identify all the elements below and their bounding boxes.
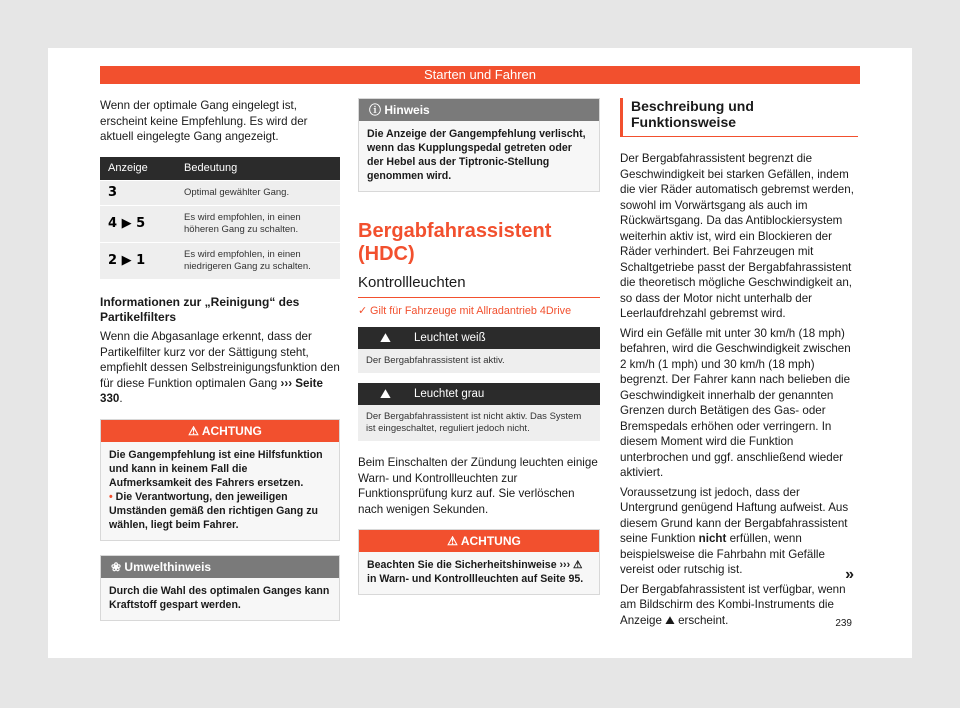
applies-note: ✓ Gilt für Fahrzeuge mit Allradantrieb 4Drive [358,305,572,317]
bullet-icon: • [109,490,113,503]
hdc-icon: ⛰ [380,386,391,401]
ignition-text: Beim Einschalten der Zündung leuchten einige Warn- und Kontrollleuchten zur Funktionsprüfung kurz auf. Sie verlöschen nach wenigen Sekunden. [358,456,598,516]
warning-text: Beachten Sie die Sicherheitshinweise ››› ⚠ in Warn- und Kontrollleuchten auf Seite 95. [359,552,599,594]
warning-header [101,420,339,442]
lamp-white-title: Leuchtet weiß [414,332,486,344]
section-header: Starten und Fahren [100,66,860,84]
warning-box-2 [358,529,600,595]
p3-part-a: Voraussetzung ist jedoch, dass der Untergrund genügend Haftung aufweist. Aus diesem Grund kann der Bergabfahrassistent seine Funktion [620,485,849,545]
table-row [100,243,340,280]
gear-meaning: Optimal gewählter Gang. [176,181,340,206]
lamp-white [358,327,600,373]
warning-bullet-text: Die Verantwortung, den jeweiligen Umständen gemäß den richtigen Gang zu wählen, liegt beim Fahrer. [109,490,318,531]
info-heading: Informationen zur „Reinigung“ des Partikelfilters [100,295,300,324]
gear-symbol: 3 [100,181,176,206]
description-p2: Wird ein Gefälle mit unter 30 km/h (18 mph) befahren, wird die Geschwindigkeit zwischen 2 km/h (1 mph) und 30 km/h (18 mph) begrenzt. Der Fahrer kann nach belieben die Geschwindigkeit innerhalb der genannten Grenzen durch Betätigen des Gas- oder Bremspedals erhöhen oder verringern. In diesem Moment wird die Funktion unterbrochen und ggf. anschließend wieder aktiviert. [620,326,851,479]
info-text: Wenn die Abgasanlage erkennt, dass der Partikelfilter kurz vor der Sättigung steht, empfiehlt dessen Selbstreinigungsfunktion den für diese Funktion optimalen Gang ››› Seite 330. [100,330,340,405]
description-p4: Der Bergabfahrassistent ist verfügbar, wenn am Bildschirm des Kombi-Instruments die Anzeige ⛰ erscheint. [620,582,846,627]
lamp-grey [358,383,600,441]
p3-part-c: erfüllen, wenn beispielsweise die Fahrbahn mit Gefälle vereist oder rutschig ist. [620,532,825,576]
environment-text: Durch die Wahl des optimalen Ganges kann Kraftstoff gespart werden. [101,578,339,620]
table-row [100,181,340,206]
description-p3 [620,485,858,578]
gear-meaning: Es wird empfohlen, in einen niedrigeren Gang zu schalten. [176,243,340,280]
lamp-white-header [358,327,600,349]
gear-symbol: 4 ▶ 5 [100,206,176,243]
gear-symbol: 2 ▶ 1 [100,243,176,280]
environment-title: Umwelthinweis [124,559,212,574]
info-body: Wenn die Abgasanlage erkennt, dass der Partikelfilter kurz vor der Sättigung steht, empfiehlt dessen Selbstreinigungsfunktion den für diese Funktion optimalen Gang [100,330,340,390]
note-title: Hinweis [384,103,430,117]
table-header-meaning: Bedeutung [176,157,340,181]
warning-body [101,442,339,540]
hdc-title: Bergabfahrassistent (HDC) [358,220,552,265]
column-middle [358,98,600,595]
p3-emphasis: nicht [698,532,727,545]
warning-bullet [109,490,331,532]
page [48,48,912,658]
leaf-icon: ❀ [111,559,122,574]
continue-icon: » [845,566,854,583]
warning-title: ACHTUNG [201,423,262,438]
note-text: Die Anzeige der Gangempfehlung verlischt, wenn das Kupplungspedal getreten oder der Hebel aus der Tiptronic-Stellung genommen wird. [359,121,599,191]
note-header [359,99,599,121]
column-right [620,98,858,632]
gear-meaning: Es wird empfohlen, in einen höheren Gang zu schalten. [176,206,340,243]
lamp-grey-title: Leuchtet grau [414,388,485,400]
warning-icon: ⚠ [188,423,199,438]
warning-text: Die Gangempfehlung ist eine Hilfsfunktion und kann in keinem Fall die Aufmerksamkeit des Fahrers ersetzen. [109,448,323,489]
table-header-display: Anzeige [100,157,176,181]
table-row [100,206,340,243]
warning-icon: ⚠ [447,534,458,548]
lamp-grey-text: Der Bergabfahrassistent ist nicht aktiv. Das System ist eingeschaltet, reguliert jedoch nicht. [358,405,600,441]
gear-table [100,157,340,280]
warning-title: ACHTUNG [460,534,521,548]
indicator-lights-title: Kontrollleuchten [358,274,600,298]
hdc-icon: ⛰ [380,330,391,345]
page-link[interactable]: ››› Seite 330 [100,376,323,405]
section-heading: Beschreibung und Funktionsweise [620,98,858,137]
environment-header [101,556,339,578]
description-p1: Der Bergabfahrassistent begrenzt die Geschwindigkeit bei starken Gefällen, indem die vier Räder automatisch gebremst werden, sowohl im Vorwärtsgang als auch im Rückwärtsgang. Da das Antiblockiersystem weiterhin aktiv ist, wird ein Blockieren der Räder verhindert. Bei Fahrzeugen mit Schaltgetriebe passt der Bergabfahrassistent die theoretisch mögliche Geschwindigkeit an, so dass der Motor nicht unterhalb der Leerlaufdrehzahl gebremst wird. [620,152,854,320]
warning-box [100,419,340,541]
lamp-grey-header [358,383,600,405]
info-icon: ⓘ [369,103,382,117]
page-number: 239 [835,618,852,629]
lamp-white-text: Der Bergabfahrassistent ist aktiv. [358,349,600,373]
warning-header [359,530,599,552]
column-left [100,98,340,621]
note-box [358,98,600,192]
intro-text: Wenn der optimale Gang eingelegt ist, erscheint keine Empfehlung. Es wird der aktuell eingelegte Gang angezeigt. [100,99,308,143]
environment-box [100,555,340,621]
